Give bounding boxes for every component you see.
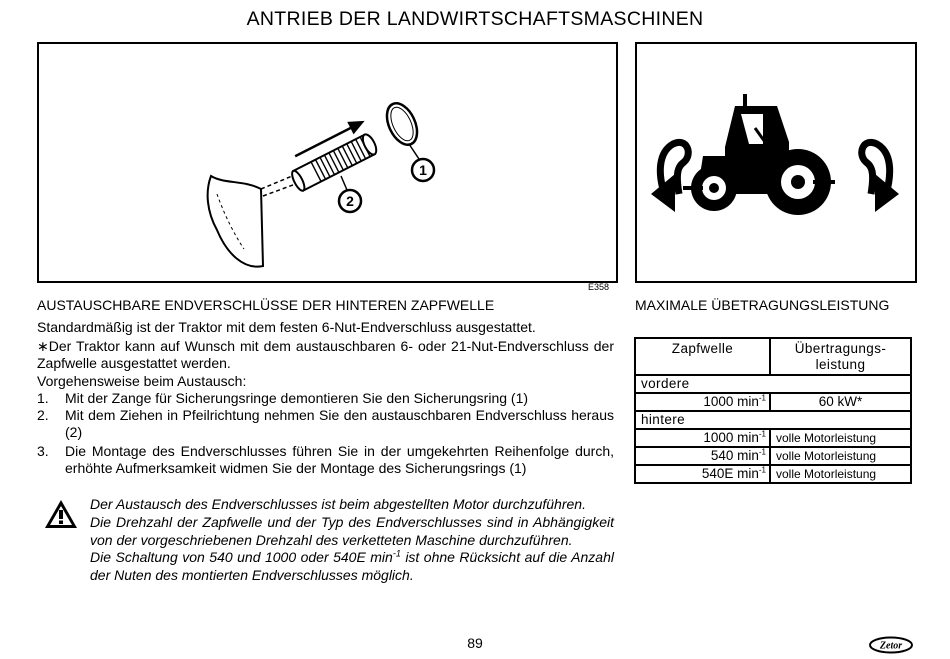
step-text: Mit der Zange für Sicherungsringe demontieren Sie den Sicherungsring (1) — [65, 390, 529, 406]
rpm-cell: 540 $\min^{-1}$ — [635, 447, 770, 465]
power-cell: volle Motorleistung — [770, 447, 911, 465]
section-heading: AUSTAUSCHBARE ENDVERSCHLÜSSE DER HINTEREN ZAPFWELLE — [37, 297, 495, 313]
warning-triangle-icon — [43, 498, 79, 535]
page-title: ANTRIEB DER LANDWIRTSCHAFTSMASCHINEN — [246, 8, 704, 30]
table-header-row — [635, 338, 911, 375]
zetor-logo — [868, 636, 914, 659]
callout-1: 1 — [419, 162, 427, 178]
step-number: 3. — [37, 443, 49, 459]
table-row — [635, 429, 911, 447]
power-cell: volle Motorleistung — [770, 465, 911, 483]
warning-note: Die Schaltung von 540 und 1000 oder 540E $\min^{-1}$ ist ohne Rücksicht auf die Anzahl der Nuten des montierten Endverschlusses möglich. — [90, 548, 614, 584]
warning-note: Die Drehzahl der Zapfwelle und der Typ des Endverschlusses sind in Abhängigkeit von der vorgeschriebenen Drehzahl des verketteten Maschine durchzuführen. — [90, 513, 614, 548]
step-number: 1. — [37, 390, 49, 406]
header-pto: Zapfwelle — [635, 338, 770, 375]
spec-title: MAXIMALE ÜBETRAGUNGSLEISTUNG — [635, 297, 890, 313]
table-row — [635, 393, 911, 411]
step-text: Mit dem Ziehen in Pfeilrichtung nehmen Sie den austauschbaren Endverschluss heraus (2) — [65, 407, 614, 440]
power-cell: 60 kW* — [770, 393, 911, 411]
procedure-heading: Vorgehensweise beim Austausch: — [37, 373, 247, 389]
step-3 — [37, 443, 614, 494]
warning-notes — [90, 496, 614, 585]
group-row-rear — [635, 411, 911, 429]
group-label-front: vordere — [635, 375, 911, 393]
figure-code: E358 — [588, 282, 610, 292]
rpm-cell: 1000 $\min^{-1}$ — [635, 393, 770, 411]
pto-shaft-illustration — [39, 44, 616, 281]
step-1 — [37, 390, 614, 407]
page-number: 89 — [467, 635, 483, 651]
tractor-icon-frame — [635, 42, 917, 283]
callout-2: 2 — [346, 193, 354, 209]
rpm-cell: 1000 $\min^{-1}$ — [635, 429, 770, 447]
warning-note: Der Austausch des Endverschlusses ist beim abgestellten Motor durchzuführen. — [90, 496, 586, 512]
pto-power-table — [634, 337, 912, 484]
tractor-rear-pto-icon — [637, 44, 915, 281]
power-cell: volle Motorleistung — [770, 429, 911, 447]
group-row-front — [635, 375, 911, 393]
table-row — [635, 447, 911, 465]
table-row — [635, 465, 911, 483]
step-2 — [37, 407, 614, 441]
group-label-rear: hintere — [635, 411, 911, 429]
rpm-cell: 540E $\min^{-1}$ — [635, 465, 770, 483]
intro-standard: Standardmäßig ist der Traktor mit dem festen 6-Nut-Endverschluss ausgestattet. — [37, 319, 536, 335]
step-number: 2. — [37, 407, 49, 423]
intro-optional: ∗Der Traktor kann auf Wunsch mit dem austauschbaren 6- oder 21-Nut-Endverschluss der Zapfwelle ausgestattet werden. — [37, 338, 614, 371]
header-power: Übertragungs-leistung — [770, 338, 911, 375]
svg-text:Zetor: Zetor — [879, 640, 903, 652]
illustration-frame — [37, 42, 618, 283]
step-text: Die Montage des Endverschlusses führen Sie in der umgekehrten Reihenfolge durch, erhöhte Aufmerksamkeit widmen Sie der Montage des Sicherungsrings (1) — [65, 443, 614, 476]
